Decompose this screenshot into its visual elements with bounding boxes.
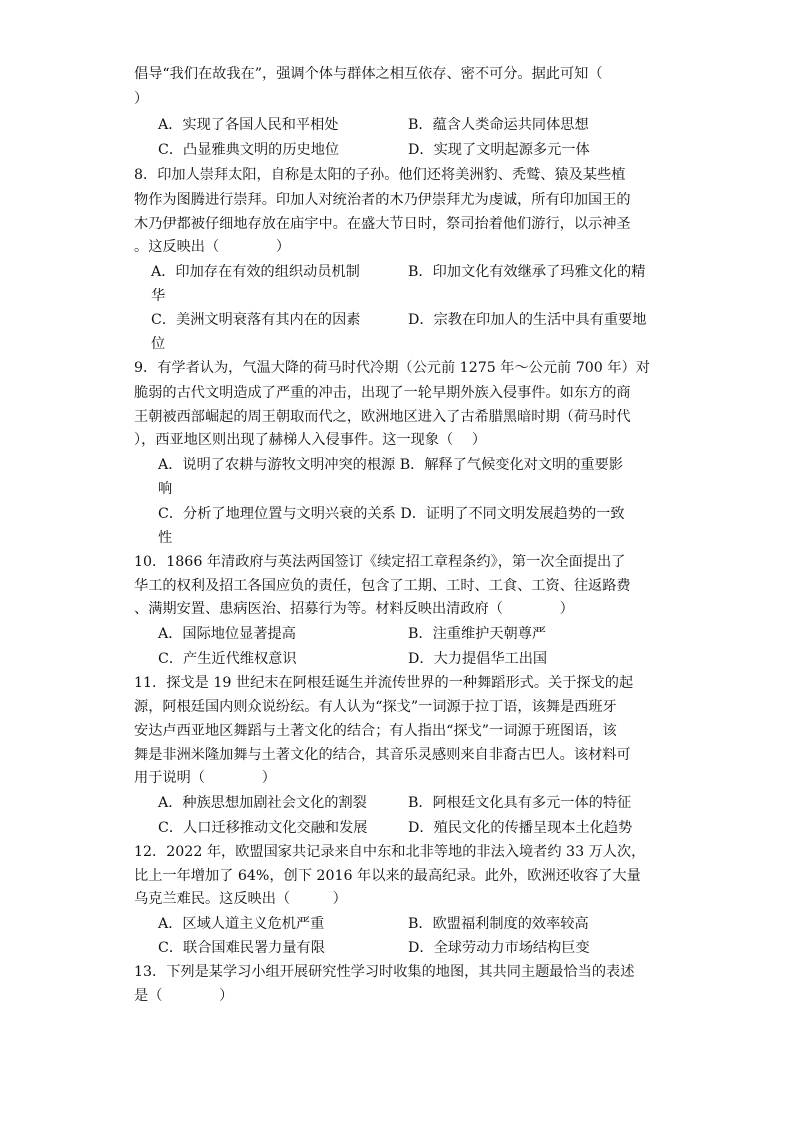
q11-option-c: C．人口迁移推动文化交融和发展 — [158, 820, 368, 836]
q7-stem-line-1: 倡导“我们在故我在”，强调个体与群体之相互依存、密不可分。据此可知（ — [134, 66, 603, 82]
q12-option-c: C．联合国难民署力量有限 — [158, 940, 325, 956]
q7-option-d: D．实现了文明起源多元一体 — [408, 142, 590, 158]
q11-stem-line-4: 舞是非洲米隆加舞与土著文化的结合，其音乐灵感则来自非裔古巴人。该材料可 — [134, 747, 631, 763]
q11-stem-line-1: 11．探戈是 19 世纪末在阿根廷诞生并流传世界的一种舞蹈形式。关于探戈的起 — [134, 675, 634, 691]
q11-option-d: D．殖民文化的传播呈现本土化趋势 — [408, 820, 633, 836]
q10-option-c: C．产生近代维权意识 — [158, 651, 297, 667]
q8-option-d-line-2: 位 — [151, 336, 166, 352]
q11-stem-line-3: 安达卢西亚地区舞蹈与土著文化的结合；有人指出“探戈”一词源于班图语，该 — [134, 723, 617, 739]
q12-option-d: D．全球劳动力市场结构巨变 — [408, 940, 590, 956]
q8-option-b-line-2: 华 — [151, 288, 166, 304]
q9-options-ab-line-1: A．说明了农耕与游牧文明冲突的根源 B．解释了气候变化对文明的重要影 — [158, 457, 623, 473]
q8-stem-line-4: 。这反映出（ ） — [134, 239, 291, 255]
q9-stem-line-1: 9．有学者认为，气温大降的荷马时代冷期（公元前 1275 年～公元前 700 年）对 — [134, 360, 650, 376]
q13-stem-line-1: 13．下列是某学习小组开展研究性学习时收集的地图，其共同主题最恰当的表述 — [134, 964, 635, 980]
q8-option-d-line-1: D．宗教在印加人的生活中具有重要地 — [408, 312, 647, 328]
q9-options-ab-line-2: 响 — [158, 481, 173, 497]
q11-option-a: A．种族思想加剧社会文化的割裂 — [158, 795, 367, 811]
q7-option-c: C．凸显雅典文明的历史地位 — [158, 142, 340, 158]
q10-option-a: A．国际地位显著提高 — [158, 626, 296, 642]
q9-stem-line-2: 脆弱的古代文明造成了严重的冲击，出现了一轮早期外族入侵事件。如东方的商 — [134, 385, 631, 401]
q9-stem-line-4: ），西亚地区则出现了赫梯人入侵事件。这一现象（ ） — [134, 432, 487, 448]
q7-option-b: B．蕴含人类命运共同体思想 — [408, 117, 589, 133]
q9-options-cd-line-2: 性 — [158, 530, 173, 546]
q10-option-b: B．注重维护天朝尊严 — [408, 626, 547, 642]
q8-option-a: A．印加存在有效的组织动员机制 — [151, 264, 360, 280]
q8-stem-line-1: 8．印加人崇拜太阳，自称是太阳的子孙。他们还将美洲豹、秃鹫、猿及某些植 — [134, 167, 626, 183]
q11-stem-line-5: 用于说明（ ） — [134, 770, 276, 786]
q12-stem-line-3: 乌克兰难民。这反映出（ ） — [134, 891, 347, 907]
q8-option-c: C．美洲文明衰落有其内在的因素 — [151, 312, 361, 328]
q10-stem-line-2: 华工的权利及招工各国应负的责任，包含了工期、工时、工食、工资、往返路费 — [134, 578, 631, 594]
q7-stem-line-2: ） — [134, 91, 149, 107]
q8-stem-line-3: 木乃伊都被仔细地存放在庙宇中。在盛大节日时，祭司抬着他们游行，以示神圣 — [134, 216, 631, 232]
q13-stem-line-2: 是（ ） — [134, 988, 234, 1004]
q10-option-d: D．大力提倡华工出国 — [408, 651, 548, 667]
q12-option-b: B．欧盟福利制度的效率较高 — [408, 916, 589, 932]
q9-options-cd-line-1: C．分析了地理位置与文明兴衰的关系 D．证明了不同文明发展趋势的一致 — [158, 506, 625, 522]
q12-stem-line-1: 12．2022 年，欧盟国家共记录来自中东和北非等地的非法入境者约 33 万人次， — [134, 844, 646, 860]
q12-option-a: A．区域人道主义危机严重 — [158, 916, 325, 932]
q11-stem-line-2: 源，阿根廷国内则众说纷纭。有人认为“探戈”一词源于拉丁语，该舞是西班牙 — [134, 699, 617, 715]
q9-stem-line-3: 王朝被西部崛起的周王朝取而代之，欧洲地区进入了古希腊黑暗时期（荷马时代 — [134, 409, 631, 425]
q10-stem-line-1: 10．1866 年清政府与英法两国签订《续定招工章程条约》，第一次全面提出了 — [134, 554, 626, 570]
q10-stem-line-3: 、满期安置、患病医治、招募行为等。材料反映出清政府（ ） — [134, 601, 574, 617]
q8-option-b-line-1: B．印加文化有效继承了玛雅文化的精 — [408, 264, 646, 280]
q12-stem-line-2: 比上一年增加了 64%，创下 2016 年以来的最高纪录。此外，欧洲还收容了大量 — [134, 868, 641, 884]
q8-stem-line-2: 物作为图腾进行崇拜。印加人对统治者的木乃伊崇拜尤为虔诚，所有印加国王的 — [134, 192, 631, 208]
q7-option-a: A．实现了各国人民和平相处 — [158, 117, 339, 133]
q11-option-b: B．阿根廷文化具有多元一体的特征 — [408, 795, 632, 811]
